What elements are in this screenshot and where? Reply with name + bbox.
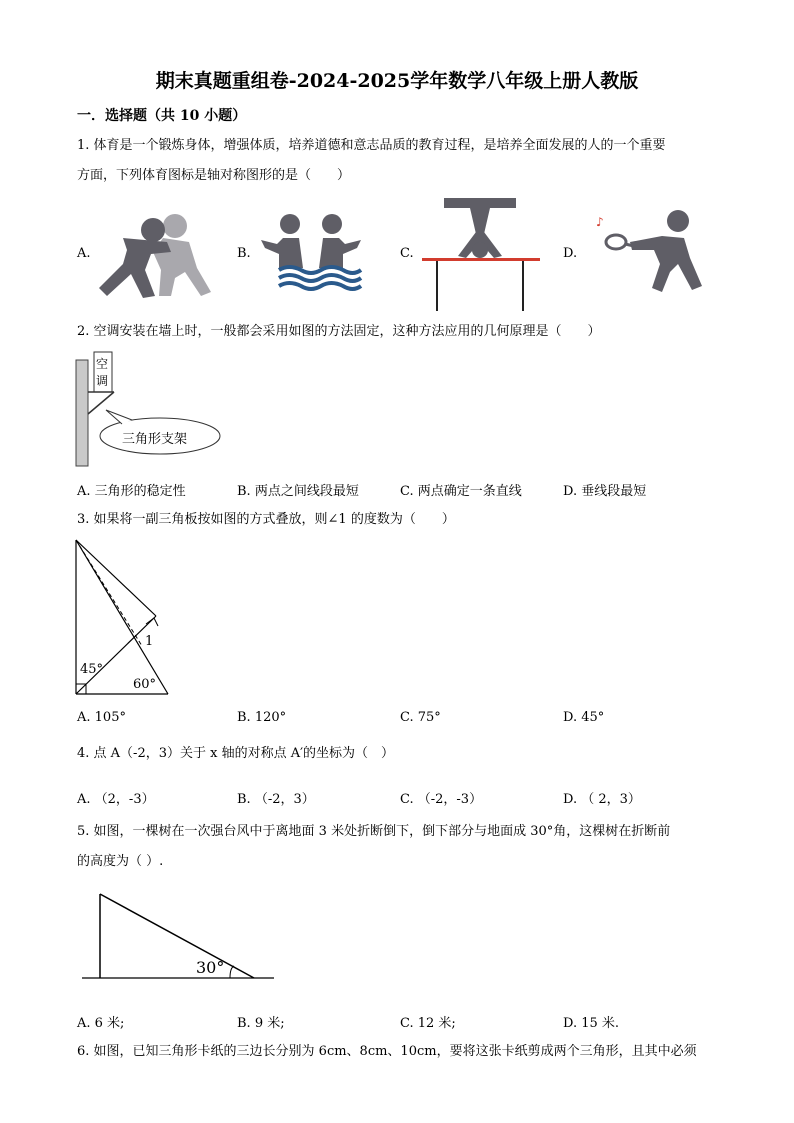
q3-option-d: D. 45° xyxy=(563,710,605,725)
q2-option-d: D. 垂线段最短 xyxy=(563,484,647,499)
angle-45-label: 45° xyxy=(80,662,104,677)
q2-option-c: C. 两点确定一条直线 xyxy=(400,484,522,499)
q3-option-c: C. 75° xyxy=(400,710,441,725)
q4-option-d: D. （ 2，3） xyxy=(563,792,641,807)
angle-60-label: 60° xyxy=(133,677,157,692)
angle-1-label: 1 xyxy=(145,634,154,649)
q6-text-line1: 6. 如图，已知三角形卡纸的三边长分别为 6cm、8cm、10cm，要将这张卡纸剪成两个三角形，且其中必须 xyxy=(77,1044,697,1059)
q3-text: 3. 如果将一副三角板按如图的方式叠放，则∠1 的度数为（ ） xyxy=(77,512,455,527)
ac-label-top: 空 xyxy=(96,357,109,371)
q5-option-b: B. 9 米; xyxy=(237,1016,285,1031)
q3-option-b: B. 120° xyxy=(237,710,287,725)
q5-option-a: A. 6 米; xyxy=(77,1016,125,1031)
q1-option-a-label: A. xyxy=(77,246,91,261)
broken-tree-figure xyxy=(82,890,278,982)
svg-text:♪: ♪ xyxy=(596,215,604,229)
ac-label-bottom: 调 xyxy=(96,374,109,388)
q5-text-line1: 5. 如图，一棵树在一次强台风中于离地面 3 米处折断倒下，倒下部分与地面成 30°角，这棵树在折断前 xyxy=(77,824,671,839)
badminton-icon xyxy=(580,208,706,294)
q3-option-a: A. 105° xyxy=(77,710,126,725)
wrestling-icon xyxy=(93,208,218,300)
water-polo-icon xyxy=(257,210,365,292)
q5-option-c: C. 12 米; xyxy=(400,1016,456,1031)
gymnastics-handstand-icon xyxy=(420,196,542,312)
q1-option-d-label: D. xyxy=(563,246,578,261)
q4-option-c: C. （-2，-3） xyxy=(400,792,483,807)
bracket-bubble-label: 三角形支架 xyxy=(122,432,188,447)
q2-option-a: A. 三角形的稳定性 xyxy=(77,484,186,499)
q1-option-c-label: C. xyxy=(400,246,414,261)
q5-text-line2: 的高度为（ ）. xyxy=(77,854,164,869)
section-heading: 一．选择题（共 10 小题） xyxy=(77,108,247,124)
angle-30-label: 30° xyxy=(196,958,225,977)
q4-text: 4. 点 A（-2，3）关于 x 轴的对称点 A′的坐标为（ ） xyxy=(77,746,395,761)
page-title: 期末真题重组卷-2024-2025学年数学八年级上册人教版 xyxy=(155,70,639,92)
q2-option-b: B. 两点之间线段最短 xyxy=(237,484,359,499)
q1-text-line2: 方面，下列体育图标是轴对称图形的是（ ） xyxy=(77,168,351,183)
q4-option-a: A. （2，-3） xyxy=(77,792,155,807)
q2-text: 2. 空调安装在墙上时，一般都会采用如图的方法固定，这种方法应用的几何原理是（ ） xyxy=(77,324,601,339)
q1-option-b-label: B. xyxy=(237,246,251,261)
q5-option-d: D. 15 米. xyxy=(563,1016,620,1031)
q1-text-line1: 1. 体育是一个锻炼身体，增强体质，培养道德和意志品质的教育过程，是培养全面发展的人的一个重要 xyxy=(77,138,666,153)
q4-option-b: B. （-2，3） xyxy=(237,792,315,807)
